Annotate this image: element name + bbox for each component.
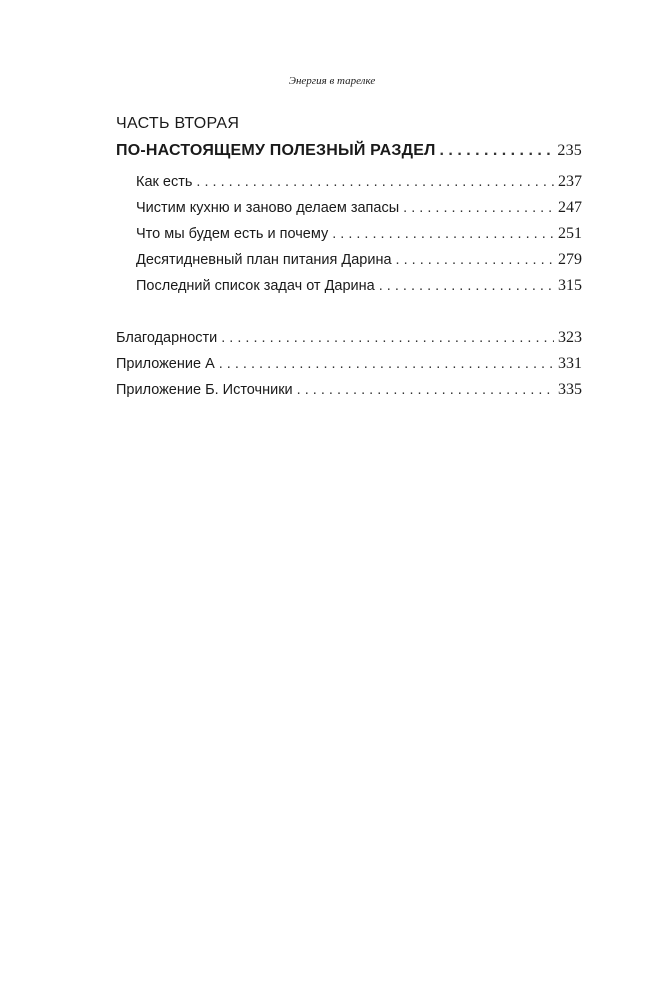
toc-chapter-entry[interactable] xyxy=(116,273,582,299)
dot-leader xyxy=(196,169,554,195)
toc-page-number: 237 xyxy=(558,173,582,190)
toc-chapter-entry[interactable] xyxy=(116,195,582,221)
toc-entry-title: Десятидневный план питания Дарина xyxy=(136,252,392,268)
toc-entry-title: Как есть xyxy=(136,174,193,190)
dot-leader xyxy=(403,195,554,221)
toc-entry-title: Чистим кухню и заново делаем запасы xyxy=(136,200,400,216)
table-of-contents xyxy=(116,111,582,403)
toc-page-number: 247 xyxy=(558,199,582,216)
dot-leader xyxy=(379,273,554,299)
toc-page-number: 251 xyxy=(558,225,582,242)
toc-page-number: 235 xyxy=(557,142,582,159)
toc-entry-title: Приложение А xyxy=(116,356,215,372)
dot-leader xyxy=(396,247,554,273)
toc-backmatter-entry[interactable] xyxy=(116,377,582,403)
toc-entry-title: Последний список задач от Дарина xyxy=(136,278,375,294)
toc-entry-title: ПО-НАСТОЯЩЕМУ ПОЛЕЗНЫЙ РАЗДЕЛ xyxy=(116,142,436,159)
toc-chapter-entry[interactable] xyxy=(116,169,582,195)
toc-page-number: 279 xyxy=(558,251,582,268)
dot-leader xyxy=(440,137,554,165)
toc-section-entry[interactable] xyxy=(116,137,582,165)
running-header: Энергия в тарелке xyxy=(288,75,376,87)
toc-chapter-entry[interactable] xyxy=(116,247,582,273)
toc-page-number: 331 xyxy=(558,355,582,372)
dot-leader xyxy=(221,325,554,351)
toc-entry-title: Приложение Б. Источники xyxy=(116,382,293,398)
toc-backmatter-entry[interactable] xyxy=(116,351,582,377)
toc-backmatter-entry[interactable] xyxy=(116,325,582,351)
toc-page-number: 315 xyxy=(558,277,582,294)
toc-page-number: 323 xyxy=(558,329,582,346)
part-label: ЧАСТЬ ВТОРАЯ xyxy=(116,115,240,132)
toc-chapter-entry[interactable] xyxy=(116,221,582,247)
dot-leader xyxy=(332,221,554,247)
toc-entry-title: Что мы будем есть и почему xyxy=(136,226,329,242)
toc-entry-title: Благодарности xyxy=(116,330,218,346)
dot-leader xyxy=(297,377,554,403)
spacer xyxy=(116,299,582,325)
dot-leader xyxy=(219,351,554,377)
toc-page-number: 335 xyxy=(558,381,582,398)
